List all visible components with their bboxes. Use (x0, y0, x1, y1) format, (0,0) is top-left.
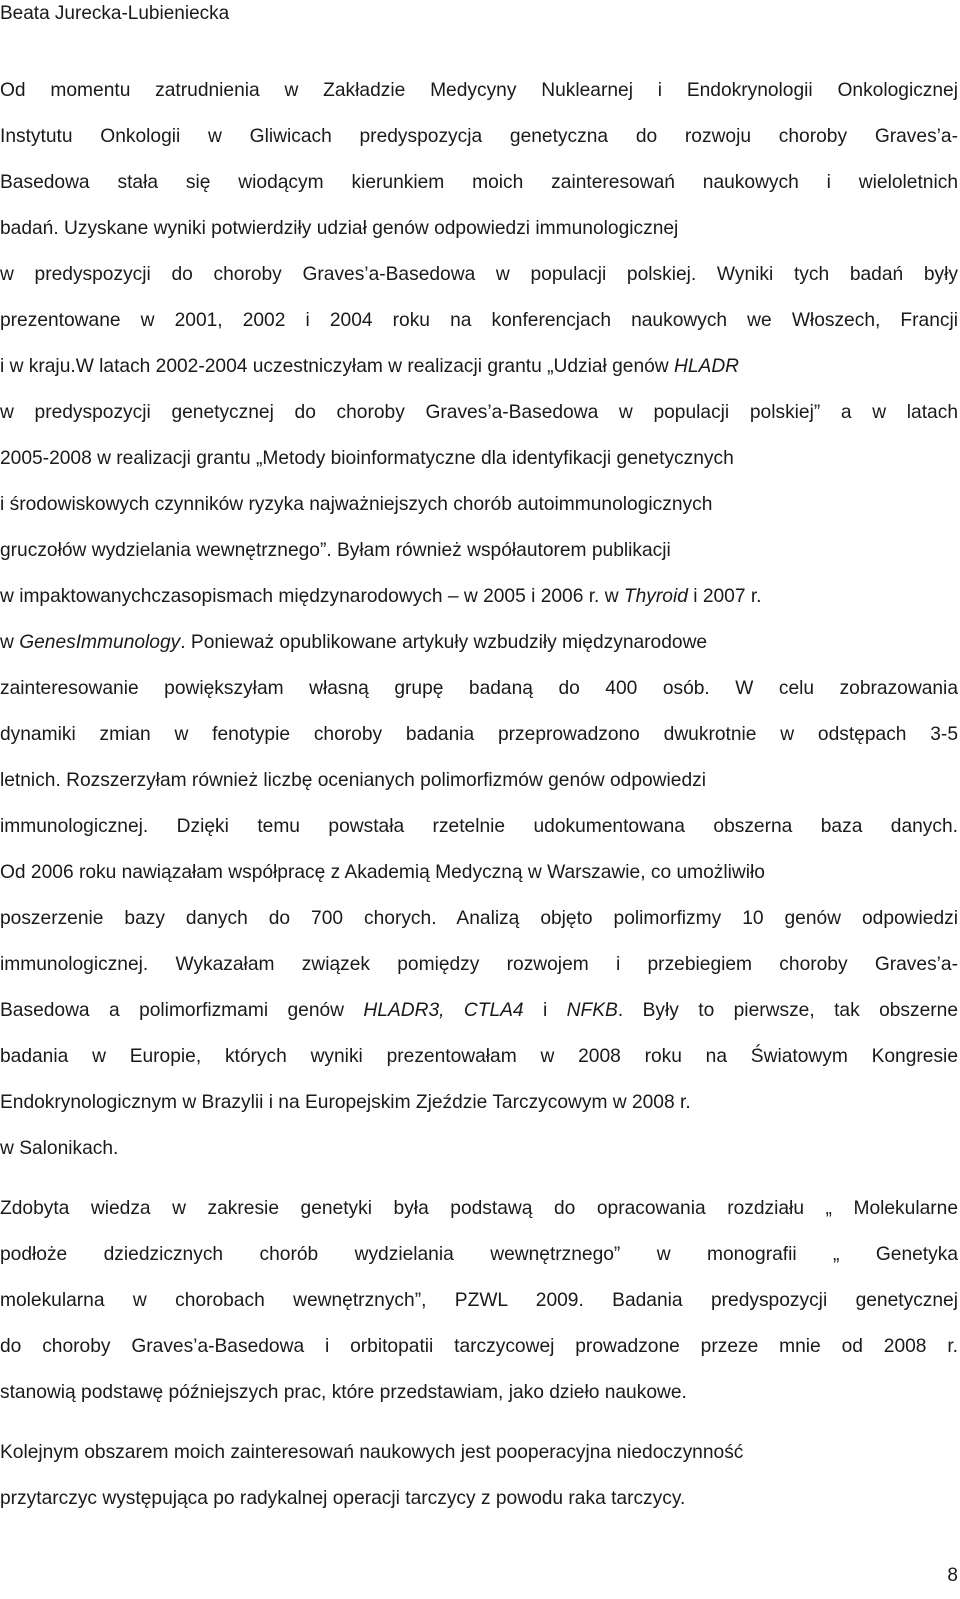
text-run: . Ponieważ opublikowane artykuły wzbudziły międzynarodowe (180, 632, 708, 653)
text-line (0, 1370, 958, 1416)
paragraph (0, 1186, 958, 1416)
text-run: zainteresowanie powiększyłam własną grupę badaną do 400 osób. W celu zobrazowania (0, 678, 958, 699)
text-line (0, 1186, 958, 1232)
text-run: Basedowa a polimorfizmami genów (0, 1000, 364, 1021)
text-run: molekularna w chorobach wewnętrznych”, PZWL 2009. Badania predyspozycji genetycznej (0, 1290, 958, 1311)
text-run: 2005-2008 w realizacji grantu „Metody bioinformatyczne dla identyfikacji genetycznych (0, 448, 734, 469)
text-line (0, 1126, 958, 1172)
text-run: letnich. Rozszerzyłam również liczbę ocenianych polimorfizmów genów odpowiedzi (0, 770, 706, 791)
text-run: immunologicznej. Wykazałam związek pomiędzy rozwojem i przebiegiem choroby Graves’a- (0, 954, 958, 975)
text-run: i (523, 1000, 567, 1021)
text-run: Basedowa stała się wiodącym kierunkiem moich zainteresowań naukowych i wieloletnich (0, 172, 958, 193)
text-run: Zdobyta wiedza w zakresie genetyki była podstawą do opracowania rozdziału „ Molekularne (0, 1198, 958, 1219)
page-number: 8 (947, 1565, 958, 1586)
text-line (0, 1476, 958, 1522)
italic-term: NFKB (566, 1000, 618, 1021)
text-line (0, 1430, 958, 1476)
text-run: Instytutu Onkologii w Gliwicach predyspozycja genetyczna do rozwoju choroby Graves’a- (0, 126, 958, 147)
italic-term: GenesImmunology (19, 632, 181, 653)
text-run: Od momentu zatrudnienia w Zakładzie Medycyny Nuklearnej i Endokrynologii Onkologicznej (0, 80, 958, 101)
text-line (0, 160, 958, 206)
text-run: stanowią podstawę późniejszych prac, które przedstawiam, jako dzieło naukowe. (0, 1382, 687, 1403)
text-line (0, 850, 958, 896)
text-line (0, 1324, 958, 1370)
italic-term: HLADR3, CTLA4 (363, 1000, 524, 1021)
text-run: w predyspozycji genetycznej do choroby Graves’a-Basedowa w populacji polskiej” a w latach (0, 402, 958, 423)
text-run: badań. Uzyskane wyniki potwierdziły udział genów odpowiedzi immunologicznej (0, 218, 679, 239)
italic-term: HLADR (674, 356, 740, 377)
text-run: dynamiki zmian w fenotypie choroby badania przeprowadzono dwukrotnie w odstępach 3-5 (0, 724, 958, 745)
text-run: badania w Europie, których wyniki prezentowałam w 2008 roku na Światowym Kongresie (0, 1046, 958, 1067)
text-run: gruczołów wydzielania wewnętrznego”. Byłam również współautorem publikacji (0, 540, 671, 561)
text-line (0, 436, 958, 482)
text-run: w (0, 632, 20, 653)
text-run: przytarczyc występująca po radykalnej operacji tarczycy z powodu raka tarczycy. (0, 1488, 686, 1509)
text-line (0, 896, 958, 942)
text-line (0, 620, 958, 666)
text-line (0, 68, 958, 114)
text-line (0, 574, 958, 620)
text-run: i środowiskowych czynników ryzyka najważniejszych chorób autoimmunologicznych (0, 494, 713, 515)
text-line (0, 252, 958, 298)
text-line (0, 482, 958, 528)
text-line (0, 298, 958, 344)
text-line (0, 1278, 958, 1324)
paragraph-gap (0, 1172, 958, 1186)
text-run: i w kraju.W latach 2002-2004 uczestniczyłam w realizacji grantu „Udział genów (0, 356, 674, 377)
paragraph (0, 1430, 958, 1522)
text-line (0, 390, 958, 436)
text-run: poszerzenie bazy danych do 700 chorych. Analizą objęto polimorfizmy 10 genów odpowiedzi (0, 908, 958, 929)
text-run: w impaktowanychczasopismach międzynarodowych – w 2005 i 2006 r. w (0, 586, 624, 607)
text-run: do choroby Graves’a-Basedowa i orbitopatii tarczycowej prowadzone przeze mnie od 2008 r. (0, 1336, 958, 1357)
text-line (0, 1080, 958, 1126)
text-run: Od 2006 roku nawiązałam współpracę z Akademią Medyczną w Warszawie, co umożliwiło (0, 862, 765, 883)
page-header-author: Beata Jurecka-Lubieniecka (0, 3, 230, 24)
text-line (0, 666, 958, 712)
text-run: Endokrynologicznym w Brazylii i na Europejskim Zjeździe Tarczycowym w 2008 r. (0, 1092, 691, 1113)
text-line (0, 114, 958, 160)
text-line (0, 528, 958, 574)
text-line (0, 758, 958, 804)
document-body (0, 68, 958, 1522)
text-run: w predyspozycji do choroby Graves’a-Basedowa w populacji polskiej. Wyniki tych badań były (0, 264, 958, 285)
text-line (0, 804, 958, 850)
text-line (0, 1034, 958, 1080)
text-line (0, 988, 958, 1034)
italic-term: Thyroid (623, 586, 688, 607)
text-run: immunologicznej. Dzięki temu powstała rzetelnie udokumentowana obszerna baza danych. (0, 816, 958, 837)
text-line (0, 1232, 958, 1278)
text-line (0, 712, 958, 758)
text-run: prezentowane w 2001, 2002 i 2004 roku na konferencjach naukowych we Włoszech, Francji (0, 310, 958, 331)
paragraph (0, 68, 958, 1172)
text-run: . Były to pierwsze, tak obszerne (617, 1000, 959, 1021)
text-run: podłoże dziedzicznych chorób wydzielania wewnętrznego” w monografii „ Genetyka (0, 1244, 958, 1265)
text-line (0, 942, 958, 988)
paragraph-gap (0, 1416, 958, 1430)
text-run: Kolejnym obszarem moich zainteresowań naukowych jest pooperacyjna niedoczynność (0, 1442, 744, 1463)
text-run: w Salonikach. (0, 1138, 119, 1159)
text-line (0, 344, 958, 390)
text-line (0, 206, 958, 252)
text-run: i 2007 r. (687, 586, 762, 607)
